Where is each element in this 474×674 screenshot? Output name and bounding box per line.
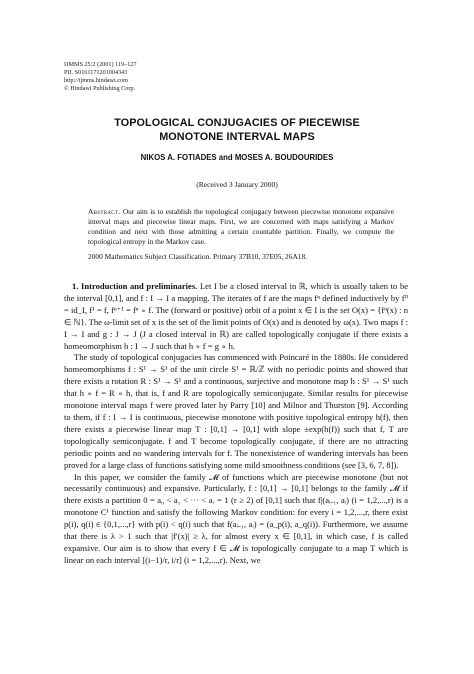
journal-url[interactable]: http://ijmms.hindawi.com <box>64 77 128 84</box>
title-line-1: TOPOLOGICAL CONJUGACIES OF PIECEWISE <box>114 117 360 129</box>
received-date: (Received 3 January 2000) <box>196 180 278 189</box>
title-line-2: MONOTONE INTERVAL MAPS <box>159 131 315 143</box>
author-names: NIKOS A. FOTIADES and MOSES A. BOUDOURIDES <box>140 153 334 162</box>
pii-number: PII. S0161171201004343 <box>64 69 128 76</box>
abstract-text: Our aim is to establish the topological conjugacy between piecewise monotone expansive interval maps and piecewise linear maps. First, we are concerned with maps satisfying a Markov condition and next with those admitting a certain countable partition. Finally, we compute the topological entropy in the Markov case. <box>88 207 394 246</box>
paragraph-3: In this paper, we consider the family 𝓜 of functions which are piecewise monotone (but not necessarily continuous) and expansive. Particularly, f : [0,1] → [0,1] belongs to the family 𝓜 if there exists a partition 0 = a₀ < a₁ < ··· < aᵣ = 1 (r ≥ 2) of [0,1] such that f|(aᵢ₋₁, aᵢ) (i = 1,2,...,r) is a monotone C¹ function and satisfy the following Markov condition: for every i = 1,2,...,r, there exist p(i), q(i) ∈ {0,1,...,r} with p(i) < q(i) such that f(aᵢ₋₁, aᵢ) = (a_p(i), a_q(i)). Furthermore, we assume that there is λ > 1 such that |f′(x)| ≥ λ, for almost every x ∈ [0,1], in which case, f is called expansive. Our aim is to show that every f ∈ 𝓜 is topologically conjugate to a map T which is linear on each interval [(i−1)/r, i/r] (i = 1,2,...,r). Next, we <box>64 471 408 565</box>
copyright-line: © Hindawi Publishing Corp. <box>64 85 136 92</box>
publication-info <box>64 61 136 93</box>
journal-citation: IJMMS 25:2 (2001) 119–127 <box>64 61 137 68</box>
abstract <box>88 207 394 247</box>
paper-title <box>0 116 474 144</box>
paragraph-2: The study of topological conjugacies has commenced with Poincaré in the 1880s. He considered homeomorphisms f : S¹ → S¹ of the unit circle S¹ = ℝ/ℤ with no periodic points and showed that there exists a rotation R : S¹ → S¹ and a continuous, surjective and monotone map h : S¹ → S¹ such that h ∘ f = R ∘ h, that is, f and R are topologically semiconjugate. Similar results for piecewise monotone interval maps f were proved later by Parry [10] and Milnor and Thurston [9]. According to them, if f : I → I is continuous, piecewise monotone with positive topological entropy h(f), then there exists a piecewise linear map T : [0,1] → [0,1] with slope ±exp(h(f)) such that f, T are topologically semiconjugate. f and T become topologically conjugate, if there are no attracting periodic points and no wandering intervals for f. The nonexistence of wandering intervals has been proved for a large class of functions satisfying some mild smoothness conditions (see [3, 6, 7, 8]). <box>64 352 408 470</box>
paragraph-1 <box>64 281 408 352</box>
abstract-label: Abstract. <box>88 207 121 216</box>
subject-classification: 2000 Mathematics Subject Classification. Primary 37B10, 37E05, 26A18. <box>88 252 308 261</box>
paragraph-1-text: Let I be a closed interval in ℝ, which is usually taken to be the interval [0,1], and f : I → I a mapping. The iterates of f are the maps fⁿ defined inductively by f⁰ = id_I, f¹ = f, fⁿ⁺¹ = fⁿ ∘ f. The (forward or positive) orbit of a point x ∈ I is the set O(x) = {fⁿ(x) : n ∈ ℕ}. The ω-limit set of x is the set of the limit points of O(x) and is denoted by ω(x). Two maps f : I → I and g : J → J (J a closed interval in ℝ) are called topologically conjugate if there exists a homeomorphism h : I → J such that h ∘ f = g ∘ h. <box>64 281 409 351</box>
section-heading: 1. Introduction and preliminaries. <box>72 281 198 291</box>
section-introduction <box>64 281 408 567</box>
